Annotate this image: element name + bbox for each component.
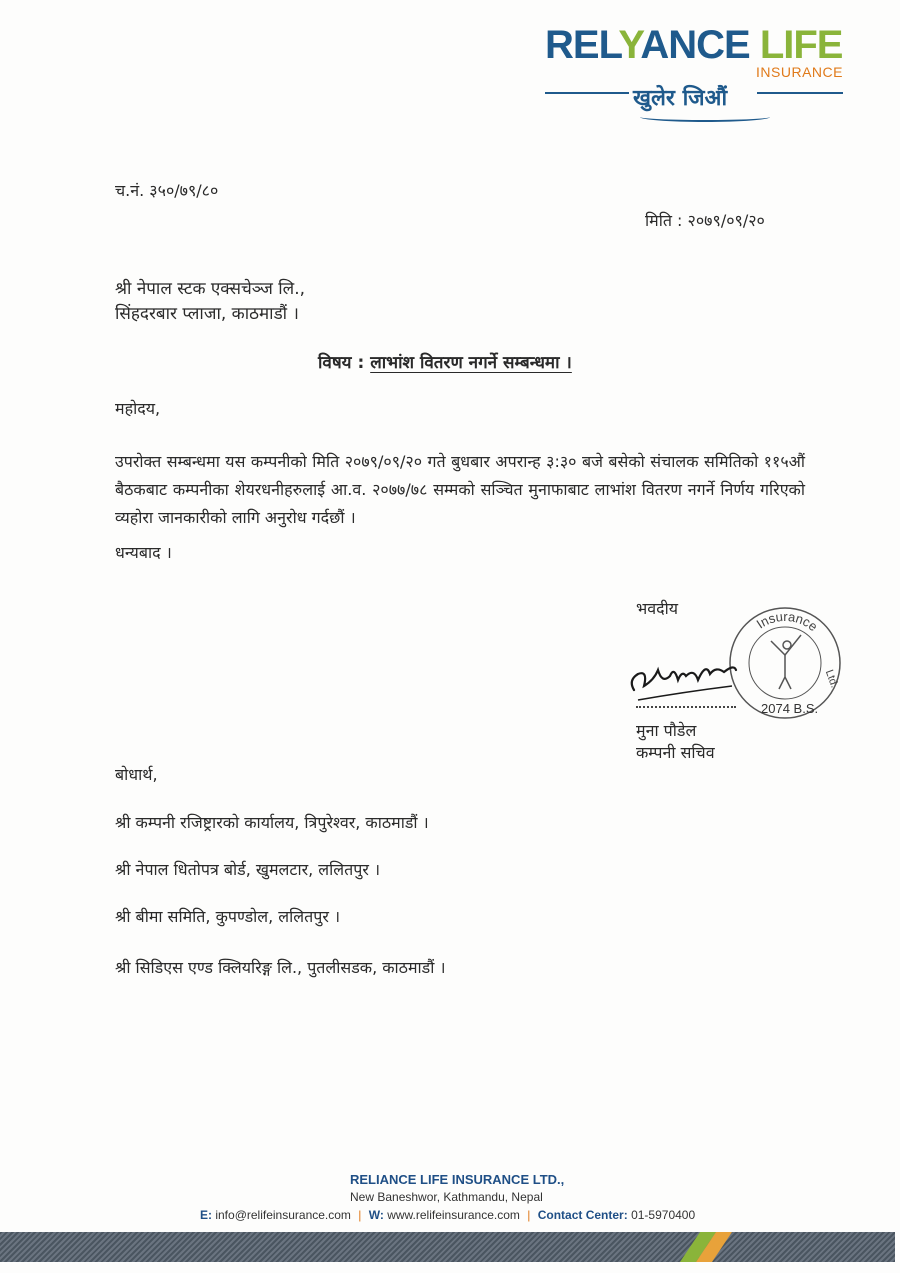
- logo-figure-icon: Y: [618, 23, 641, 67]
- person-figure-icon: [771, 635, 801, 689]
- logo-tagline: खुलेर जिऔं: [633, 86, 728, 111]
- footer-separator: |: [527, 1208, 531, 1222]
- footer-email[interactable]: info@relifeinsurance.com: [215, 1208, 351, 1222]
- stamp-text-bottom: 2074 B.S.: [761, 701, 819, 716]
- signature: [624, 640, 744, 710]
- cc-item: श्री बीमा समिति, कुपण्डोल, ललितपुर ।: [115, 907, 341, 926]
- recipient-line-2: सिंहदरबार प्लाजा, काठमाडौं ।: [115, 304, 299, 324]
- web-label: W:: [368, 1208, 384, 1222]
- letter-body: उपरोक्त सम्बन्धमा यस कम्पनीको मिति २०७९/०९/२० गते बुधबार अपरान्ह ३:३० बजे बसेको संचालक समितिको ११५औं बैठकबाट कम्पनीका शेयरधनीहरुलाई आ.व. २०७७/७८ सम्मको सञ्चित मुनाफाबाट लाभांश वितरण नगर्ने निर्णय गरिएको व्यहोरा जानकारीको लागि अनुरोध गर्दछौं ।: [115, 452, 805, 527]
- logo-divider-left: [545, 92, 629, 94]
- subject-label: विषय :: [318, 353, 365, 373]
- signature-line: [636, 706, 736, 708]
- cc-item: श्री नेपाल धितोपत्र बोर्ड, खुमलटार, ललितपुर ।: [115, 860, 381, 879]
- footer-phone: 01-5970400: [631, 1208, 696, 1222]
- company-stamp: [727, 605, 843, 721]
- recipient-line-1: श्री नेपाल स्टक एक्सचेञ्ज लि.,: [115, 279, 306, 299]
- closing: भवदीय: [636, 599, 679, 618]
- footer-accent-stripes: [660, 1232, 750, 1262]
- footer-address: New Baneshwor, Kathmandu, Nepal: [350, 1190, 543, 1204]
- thanks: धन्यबाद ।: [115, 543, 172, 562]
- letter-date: मिति : २०७९/०९/२०: [645, 211, 765, 230]
- logo-divider-right: [757, 92, 843, 94]
- subject-text: लाभांश वितरण नगर्ने सम्बन्धमा ।: [370, 353, 572, 373]
- reference-number: च.नं. ३५०/७९/८०: [115, 181, 219, 200]
- footer-band: [0, 1232, 895, 1262]
- signer-title: कम्पनी सचिव: [636, 743, 715, 762]
- logo-subtitle: INSURANCE: [756, 64, 843, 80]
- cc-heading: बोधार्थ,: [115, 765, 158, 784]
- stamp-text-right: Ltd.: [822, 668, 841, 690]
- contact-label: Contact Center:: [537, 1208, 628, 1222]
- stamp-text-top: Insurance: [753, 608, 821, 635]
- company-logo: [545, 22, 845, 132]
- subject: [318, 352, 572, 374]
- cc-item: श्री कम्पनी रजिष्ट्रारको कार्यालय, त्रिपुरेश्वर, काठमाडौं ।: [115, 813, 429, 832]
- email-label: E:: [200, 1208, 212, 1222]
- cc-item: श्री सिडिएस एण्ड क्लियरिङ्ग लि., पुतलीसडक, काठमाडौं ।: [115, 958, 446, 977]
- signer-name: मुना पौडेल: [636, 721, 697, 740]
- footer-website[interactable]: www.relifeinsurance.com: [387, 1208, 520, 1222]
- footer-separator: |: [358, 1208, 362, 1222]
- salutation: महोदय,: [115, 399, 161, 418]
- logo-swoosh: [640, 112, 770, 122]
- logo-wordmark: RELYANCE LIFE: [545, 23, 843, 67]
- footer-contact: [200, 1208, 695, 1222]
- footer-company: RELIANCE LIFE INSURANCE LTD.,: [350, 1172, 565, 1187]
